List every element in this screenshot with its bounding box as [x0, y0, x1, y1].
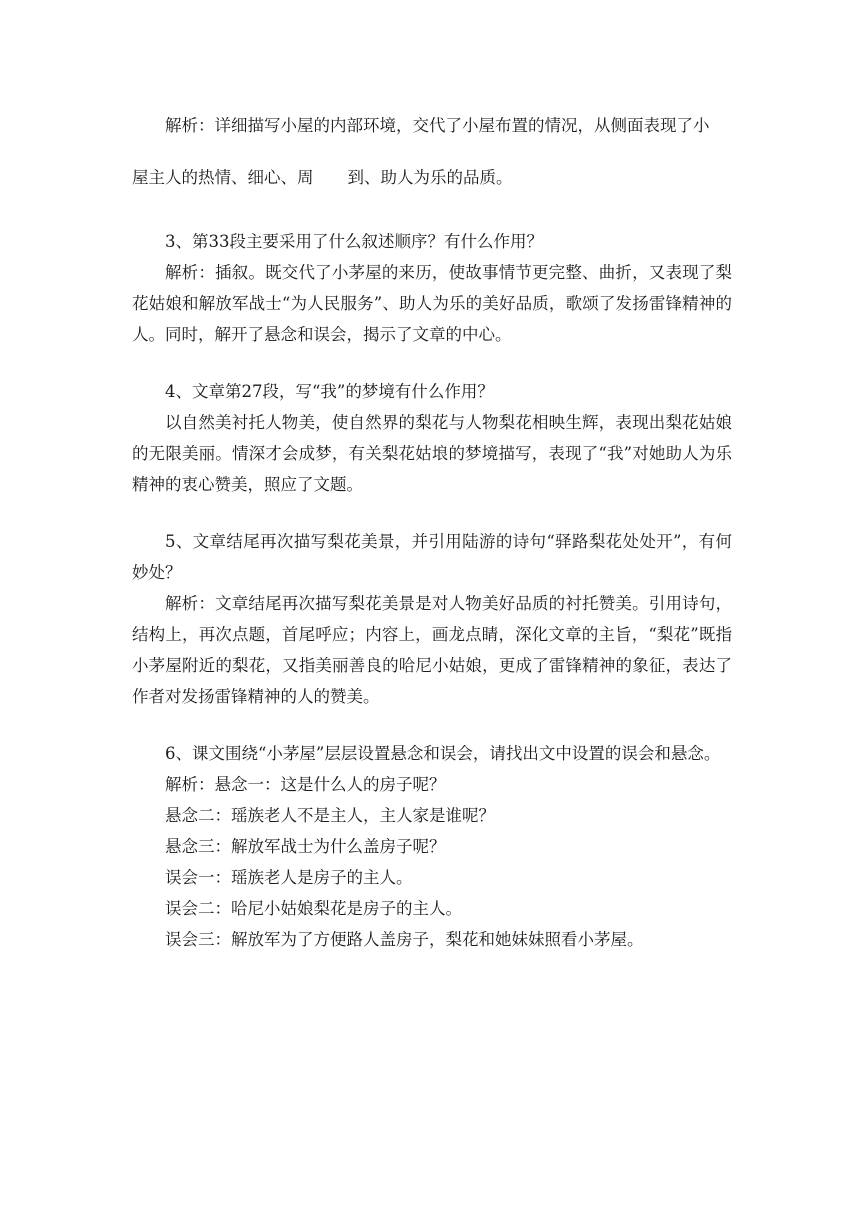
answer-q2-line-2b: 到、助人为乐的品质。 — [347, 168, 513, 187]
question-q4: 4、文章第27段，写“我”的梦境有什么作用？ — [165, 382, 494, 401]
answer-q2-line-2a: 屋主人的热情、细心、周 — [132, 168, 314, 187]
answer-q6-item-4: 误会一：瑶族老人是房子的主人。 — [165, 868, 413, 887]
answer-q6-item-1: 解析：悬念一：这是什么人的房子呢？ — [165, 775, 446, 794]
answer-q2-line-2 — [132, 152, 732, 204]
answer-q3: 解析：插叙。既交代了小茅屋的来历，使故事情节更完整、曲折，又表现了梨花姑娘和解放军战士“为人民服务”、助人为乐的美好品质，歌颂了发扬雷锋精神的人。同时，解开了悬念和误会，揭示了文章的中心。 — [132, 263, 732, 344]
question-q5: 5、文章结尾再次描写梨花美景，并引用陆游的诗句“驿路梨花处处开”，有何妙处？ — [132, 532, 732, 582]
answer-q2 — [132, 100, 732, 204]
answer-q6-item-5: 误会二：哈尼小姑娘梨花是房子的主人。 — [165, 899, 462, 918]
answer-q6-item-3: 悬念三：解放军战士为什么盖房子呢？ — [165, 837, 446, 856]
question-q6: 6、课文围绕“小茅屋”层层设置悬念和误会，请找出文中设置的误会和悬念。 — [165, 744, 721, 763]
answer-q6-item-2: 悬念二：瑶族老人不是主人，主人家是谁呢？ — [165, 806, 495, 825]
answer-q2-line-1: 解析：详细描写小屋的内部环境，交代了小屋布置的情况，从侧面表现了小 — [165, 116, 710, 135]
answer-q4: 以自然美衬托人物美，使自然界的梨花与人物梨花相映生辉，表现出梨花姑娘的无限美丽。情深才会成梦，有关梨花姑埌的梦境描写，表现了“我”对她助人为乐精神的衷心赞美，照应了文题。 — [132, 413, 732, 494]
answer-q6-item-6: 误会三：解放军为了方便路人盖房子，梨花和她妹妹照看小茅屋。 — [165, 930, 644, 949]
question-q3: 3、第33段主要采用了什么叙述顺序？有什么作用？ — [165, 232, 543, 251]
document-body — [132, 100, 732, 955]
answer-q5: 解析：文章结尾再次描写梨花美景是对人物美好品质的衬托赞美。引用诗句，结构上，再次点题，首尾呼应；内容上，画龙点睛，深化文章的主旨，“梨花”既指小茅屋附近的梨花，又指美丽善良的哈尼小姑娘，更成了雷锋精神的象征，表达了作者对发扬雷锋精神的人的赞美。 — [132, 594, 732, 706]
